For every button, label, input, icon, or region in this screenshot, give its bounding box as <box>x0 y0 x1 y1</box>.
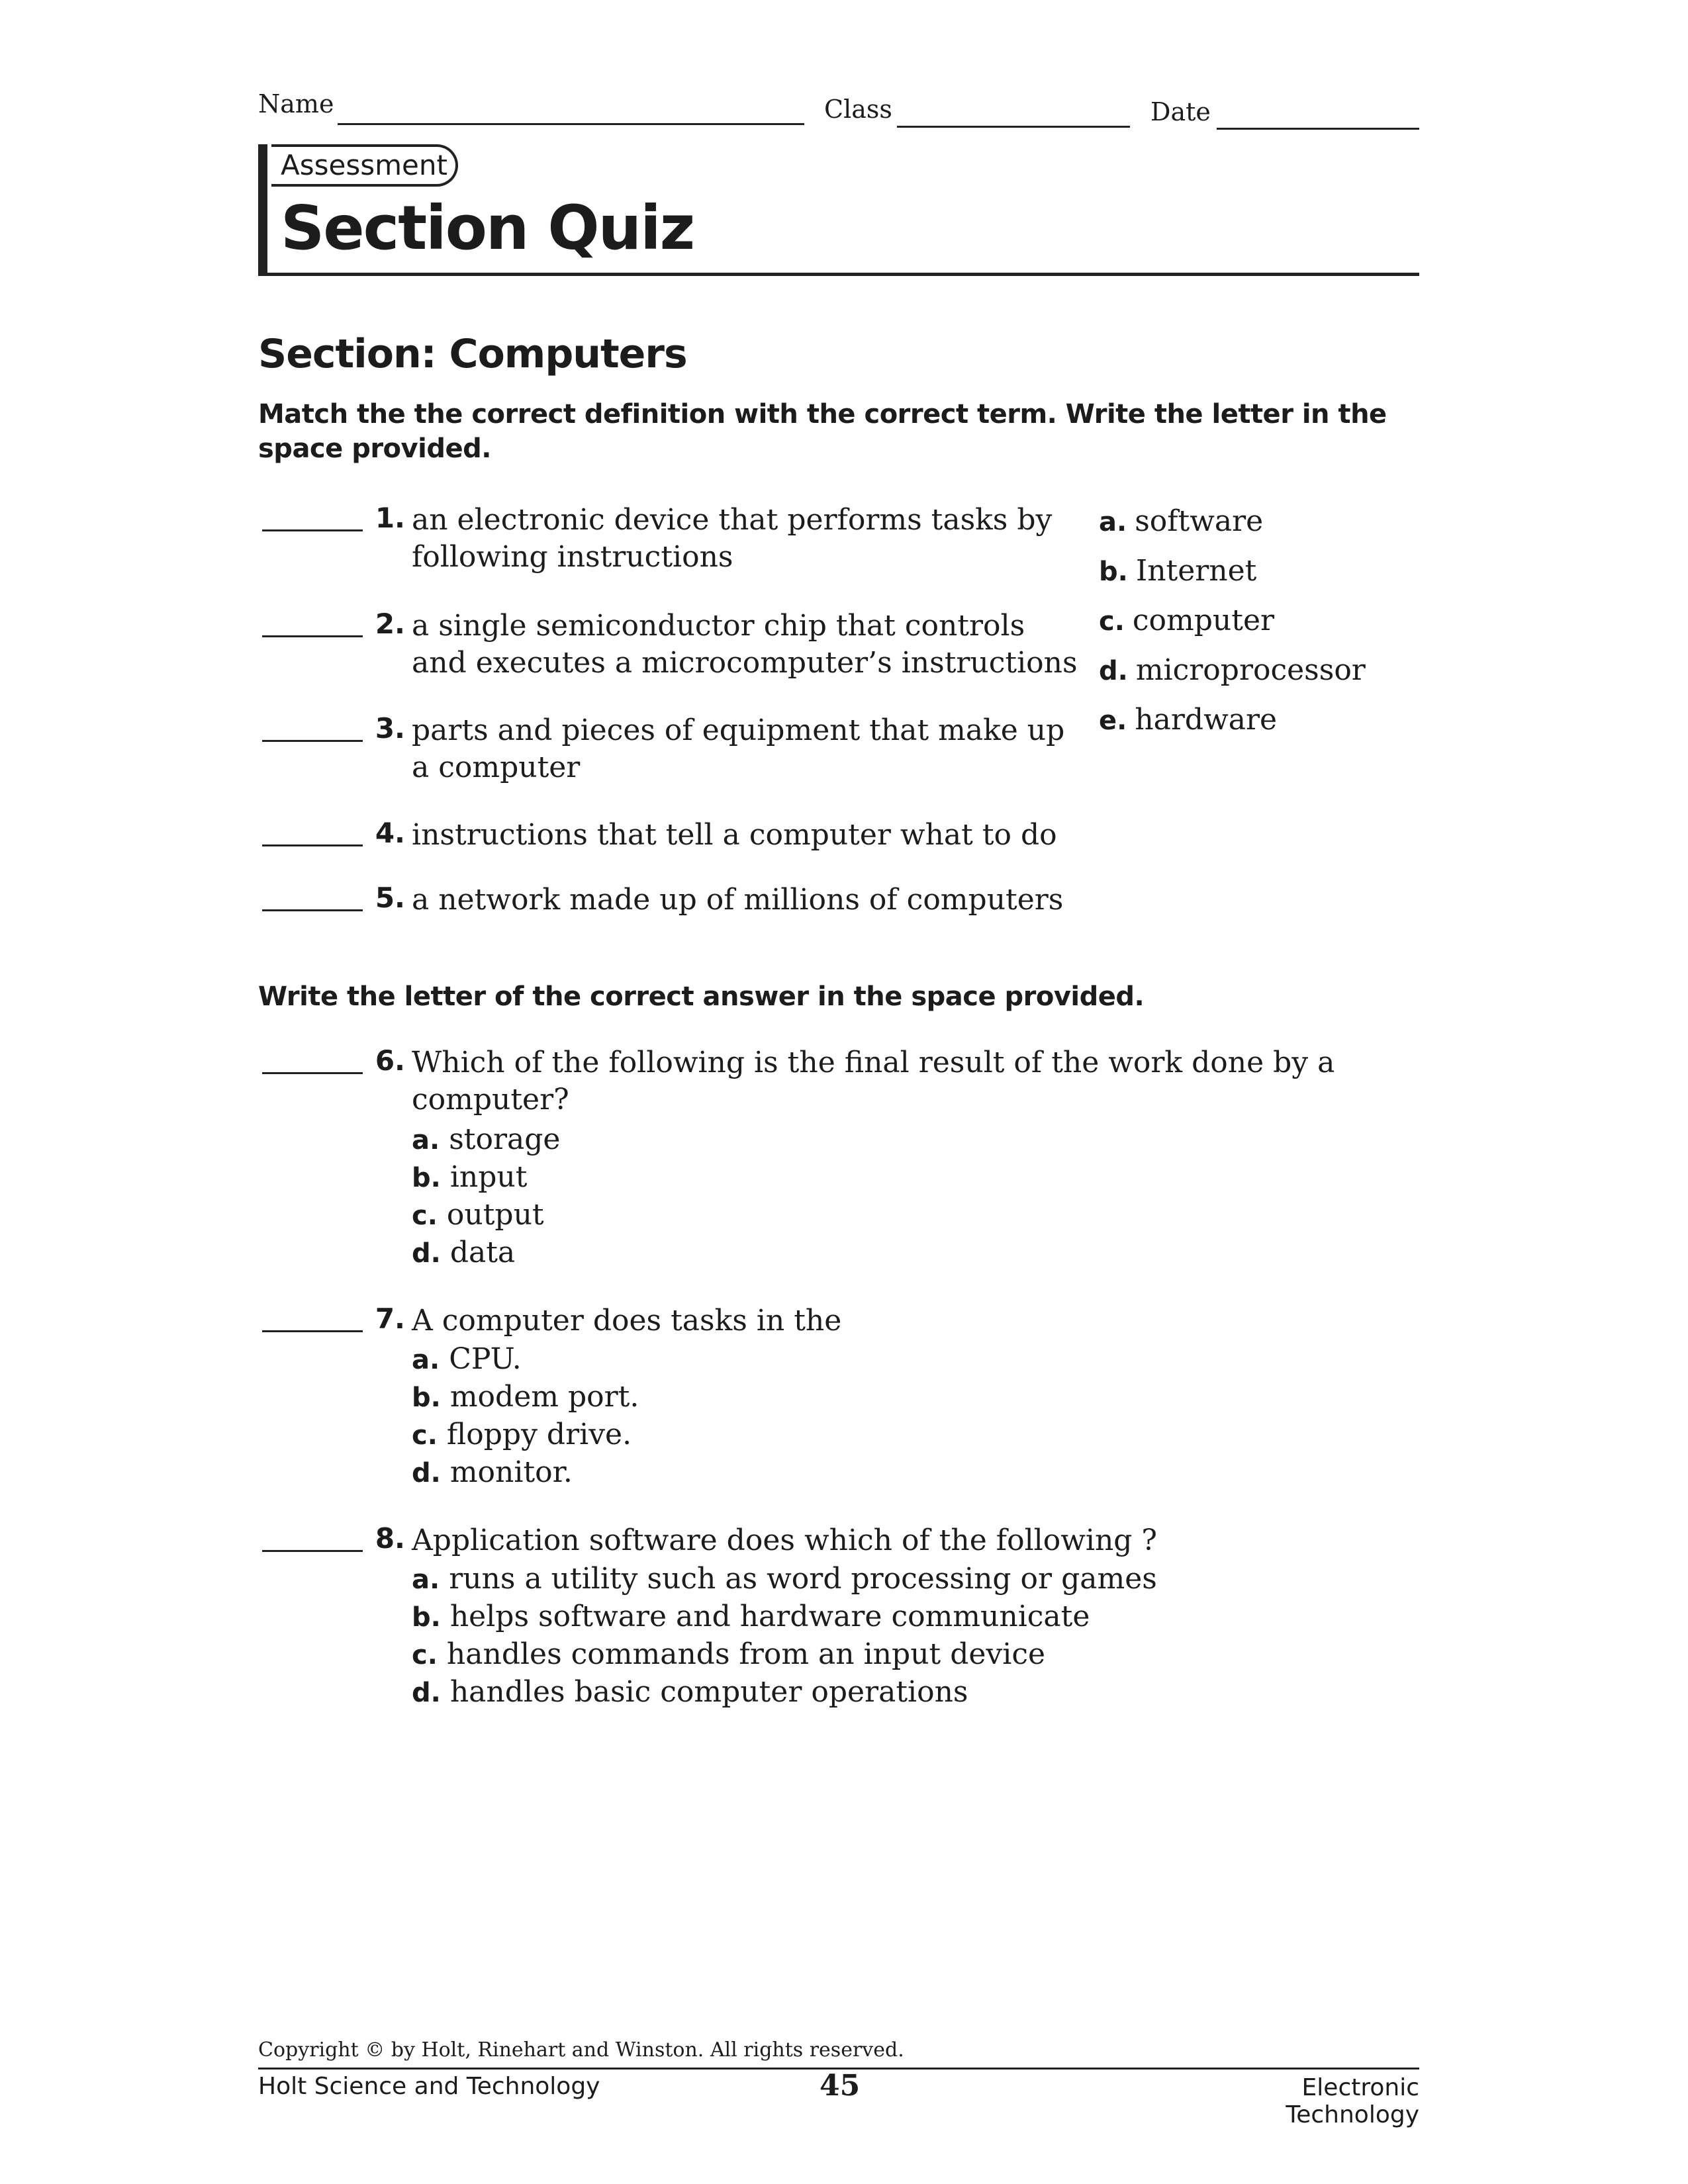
matching-definition <box>412 502 1052 576</box>
option-letter: a. <box>412 1125 440 1156</box>
option-text: data <box>449 1236 516 1269</box>
option-letter: d. <box>412 1458 441 1488</box>
answer-option <box>412 1416 639 1454</box>
question-line: Which of the following is the final result of the work done by a <box>412 1046 1335 1079</box>
term-text: Internet <box>1135 554 1257 588</box>
term-item <box>1099 702 1366 751</box>
option-letter: b. <box>412 1163 441 1193</box>
copyright-notice: Copyright © by Holt, Rinehart and Winston. All rights reserved. <box>258 2038 904 2062</box>
date-label: Date <box>1150 97 1211 126</box>
term-letter: d. <box>1099 656 1128 686</box>
answer-blank-4[interactable] <box>262 844 363 846</box>
definition-line: an electronic device that performs tasks by <box>412 503 1053 537</box>
answer-blank-3[interactable] <box>262 740 363 742</box>
option-text: output <box>446 1198 544 1232</box>
option-letter: a. <box>412 1565 440 1595</box>
option-letter: c. <box>412 1201 438 1231</box>
term-text: hardware <box>1135 703 1278 737</box>
answer-option <box>412 1674 1157 1711</box>
question-text <box>412 1522 1157 1559</box>
option-text: runs a utility such as word processing or games <box>449 1562 1157 1596</box>
term-letter: b. <box>1099 557 1128 587</box>
term-item <box>1099 652 1366 702</box>
question-number: 5. <box>375 882 405 914</box>
name-label: Name <box>258 89 334 118</box>
answer-options <box>412 1341 639 1492</box>
answer-blank-7[interactable] <box>262 1330 363 1332</box>
answer-option <box>412 1197 560 1234</box>
answer-option <box>412 1561 1157 1598</box>
definition-line: parts and pieces of equipment that make up <box>412 713 1065 747</box>
question-line: computer? <box>412 1083 569 1116</box>
option-text: floppy drive. <box>446 1418 632 1451</box>
matching-definition <box>412 712 1064 786</box>
name-field[interactable] <box>338 123 804 125</box>
question-number: 2. <box>375 608 405 640</box>
terms-list <box>1099 503 1366 751</box>
option-text: helps software and hardware communicate <box>449 1600 1090 1633</box>
option-text: modem port. <box>449 1380 639 1414</box>
answer-option <box>412 1121 560 1159</box>
answer-option <box>412 1234 560 1272</box>
definition-line: a network made up of millions of computers <box>412 883 1064 917</box>
question-number: 7. <box>375 1302 405 1335</box>
answer-blank-6[interactable] <box>262 1072 363 1074</box>
answer-blank-8[interactable] <box>262 1550 363 1552</box>
term-letter: c. <box>1099 606 1125 637</box>
date-field[interactable] <box>1217 128 1419 130</box>
question-number: 4. <box>375 817 405 849</box>
question-line: Application software does which of the following ? <box>412 1524 1158 1557</box>
assessment-tab: Assessment <box>271 144 458 187</box>
option-letter: c. <box>412 1640 438 1670</box>
term-text: computer <box>1132 604 1275 637</box>
answer-option <box>412 1379 639 1416</box>
definition-line: following instructions <box>412 540 733 574</box>
term-text: microprocessor <box>1135 653 1366 687</box>
option-letter: b. <box>412 1602 441 1633</box>
definition-line: instructions that tell a computer what to do <box>412 818 1057 852</box>
title-bar-accent <box>258 144 267 275</box>
option-letter: c. <box>412 1420 438 1451</box>
footer-chapter-title: Electronic Technology <box>1286 2074 1419 2128</box>
option-text: handles basic computer operations <box>449 1675 968 1709</box>
question-line: A computer does tasks in the <box>412 1304 842 1338</box>
answer-option <box>412 1598 1157 1636</box>
matching-definition <box>412 882 1063 919</box>
option-letter: d. <box>412 1678 441 1708</box>
title-rule <box>258 273 1419 276</box>
section-heading: Section: Computers <box>258 331 687 377</box>
page-title: Section Quiz <box>281 193 694 263</box>
matching-definition <box>412 817 1057 854</box>
option-text: handles commands from an input device <box>446 1637 1046 1671</box>
answer-option <box>412 1159 560 1197</box>
term-letter: a. <box>1099 507 1127 537</box>
option-letter: a. <box>412 1345 440 1375</box>
class-label: Class <box>824 95 892 124</box>
answer-option <box>412 1341 639 1379</box>
term-item <box>1099 503 1366 553</box>
question-number: 8. <box>375 1522 405 1555</box>
answer-blank-5[interactable] <box>262 909 363 911</box>
class-field[interactable] <box>897 126 1130 128</box>
question-number: 6. <box>375 1044 405 1077</box>
option-letter: b. <box>412 1383 441 1413</box>
matching-instructions: Match the the correct definition with the correct term. Write the letter in the space provided. <box>258 399 1387 464</box>
answer-blank-2[interactable] <box>262 635 363 637</box>
mc-instructions: Write the letter of the correct answer in the space provided. <box>258 981 1145 1012</box>
term-letter: e. <box>1099 705 1127 736</box>
definition-line: and executes a microcomputer’s instructions <box>412 646 1078 680</box>
answer-option <box>412 1636 1157 1674</box>
term-item <box>1099 602 1366 652</box>
definition-line: a computer <box>412 751 581 784</box>
answer-blank-1[interactable] <box>262 529 363 531</box>
question-number: 3. <box>375 712 405 745</box>
answer-option <box>412 1454 639 1492</box>
term-item <box>1099 553 1366 602</box>
definition-line: a single semiconductor chip that controls <box>412 609 1025 643</box>
page-number: 45 <box>820 2069 861 2103</box>
option-text: CPU. <box>449 1342 522 1376</box>
term-text: software <box>1135 504 1264 538</box>
option-letter: d. <box>412 1238 441 1269</box>
question-text <box>412 1044 1335 1118</box>
option-text: input <box>449 1160 528 1194</box>
option-text: monitor. <box>449 1455 573 1489</box>
footer-book-title: Holt Science and Technology <box>258 2073 600 2100</box>
answer-options <box>412 1121 560 1272</box>
question-number: 1. <box>375 502 405 534</box>
option-text: storage <box>449 1122 561 1156</box>
answer-options <box>412 1561 1157 1711</box>
matching-definition <box>412 608 1078 682</box>
question-text <box>412 1302 841 1340</box>
